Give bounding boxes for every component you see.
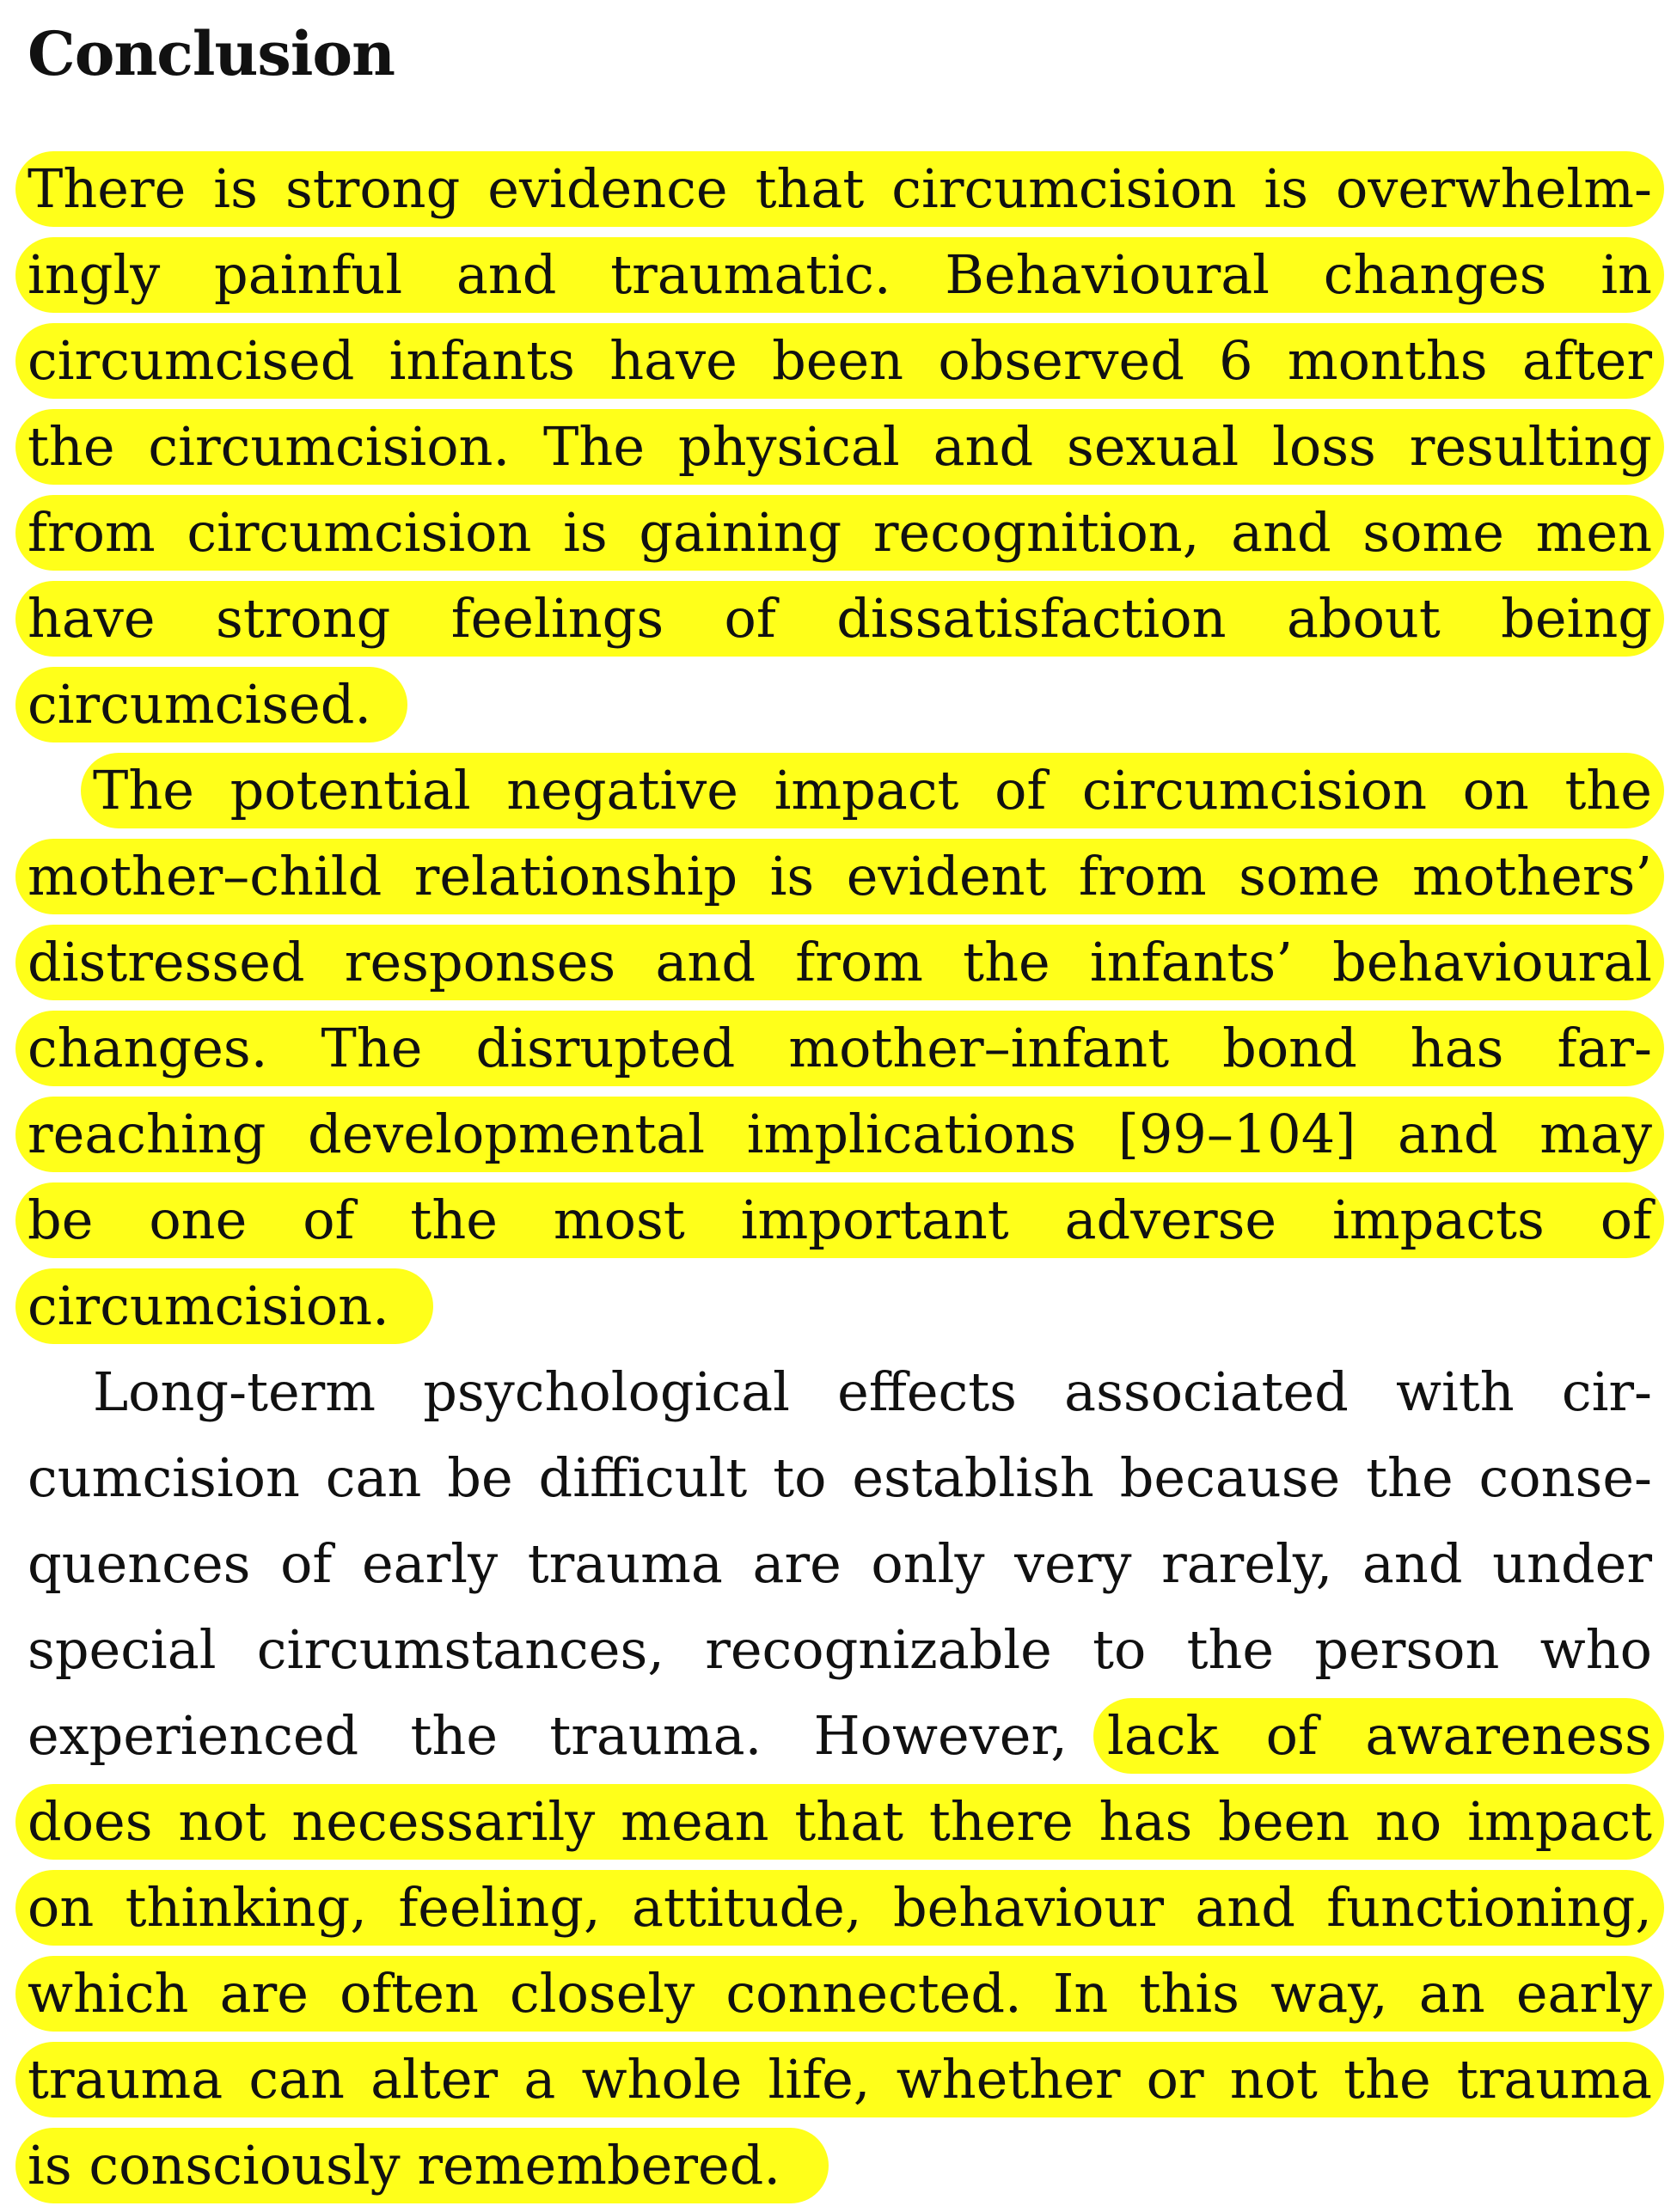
text-line — [28, 232, 1652, 318]
text-line — [28, 1607, 1652, 1693]
section-heading: Conclusion — [28, 18, 395, 89]
line-text: mother–child relationship is evident from some mothers’ — [28, 845, 1652, 907]
text-line — [28, 1779, 1652, 1865]
line-text: reaching developmental implications [99–104] and may — [28, 1103, 1652, 1165]
text-line — [28, 318, 1652, 404]
line-text: experienced the trauma. However, — [28, 1704, 1068, 1767]
line-text: circumcision. — [28, 1274, 389, 1337]
text-line — [28, 1435, 1652, 1521]
line-text: which are often closely connected. In this way, an early — [28, 1962, 1652, 2025]
line-text: from circumcision is gaining recognition, and some men — [28, 501, 1652, 564]
text-line — [28, 1693, 1652, 1779]
text-line — [28, 1091, 1652, 1177]
text-line — [28, 1521, 1652, 1607]
text-line — [28, 490, 1652, 576]
line-text: special circumstances, recognizable to the person who — [28, 1618, 1652, 1681]
text-line — [28, 1349, 1652, 1435]
line-text: is consciously remembered. — [28, 2134, 781, 2197]
line-text: circumcised. — [28, 673, 372, 736]
line-text: does not necessarily mean that there has been no impact — [28, 1790, 1652, 1853]
text-line — [28, 576, 1652, 662]
line-text: on thinking, feeling, attitude, behaviour and functioning, — [28, 1876, 1652, 1939]
line-text: have strong feelings of dissatisfaction about being — [28, 587, 1652, 650]
text-line — [28, 748, 1652, 834]
line-text: the circumcision. The physical and sexual loss resulting — [28, 415, 1652, 478]
line-text: Long-term psychological effects associated with cir- — [93, 1360, 1652, 1423]
line-text: circumcised infants have been observed 6 months after — [28, 329, 1652, 392]
line-text: be one of the most important adverse impacts of — [28, 1188, 1652, 1251]
text-line — [28, 1177, 1652, 1263]
line-text: trauma can alter a whole life, whether or not the trauma — [28, 2048, 1652, 2111]
text-line — [28, 2037, 1652, 2123]
line-text: distressed responses and from the infants’ behavioural — [28, 931, 1652, 993]
text-line — [28, 404, 1652, 490]
text-line — [28, 146, 1652, 232]
line-text: cumcision can be difficult to establish because the conse- — [28, 1446, 1652, 1509]
text-line — [28, 1005, 1652, 1091]
line-text: changes. The disrupted mother–infant bond has far- — [28, 1017, 1652, 1079]
text-line — [28, 920, 1652, 1005]
text-line — [28, 1951, 1652, 2037]
line-text: ingly painful and traumatic. Behavioural changes in — [28, 243, 1652, 306]
line-text: There is strong evidence that circumcision is overwhelm- — [28, 157, 1652, 220]
line-text: The potential negative impact of circumcision on the — [93, 759, 1652, 822]
text-line — [28, 834, 1652, 920]
line-text: quences of early trauma are only very rarely, and under — [28, 1532, 1652, 1595]
line-text-highlighted: lack of awareness — [1107, 1704, 1652, 1767]
text-line — [28, 1865, 1652, 1951]
